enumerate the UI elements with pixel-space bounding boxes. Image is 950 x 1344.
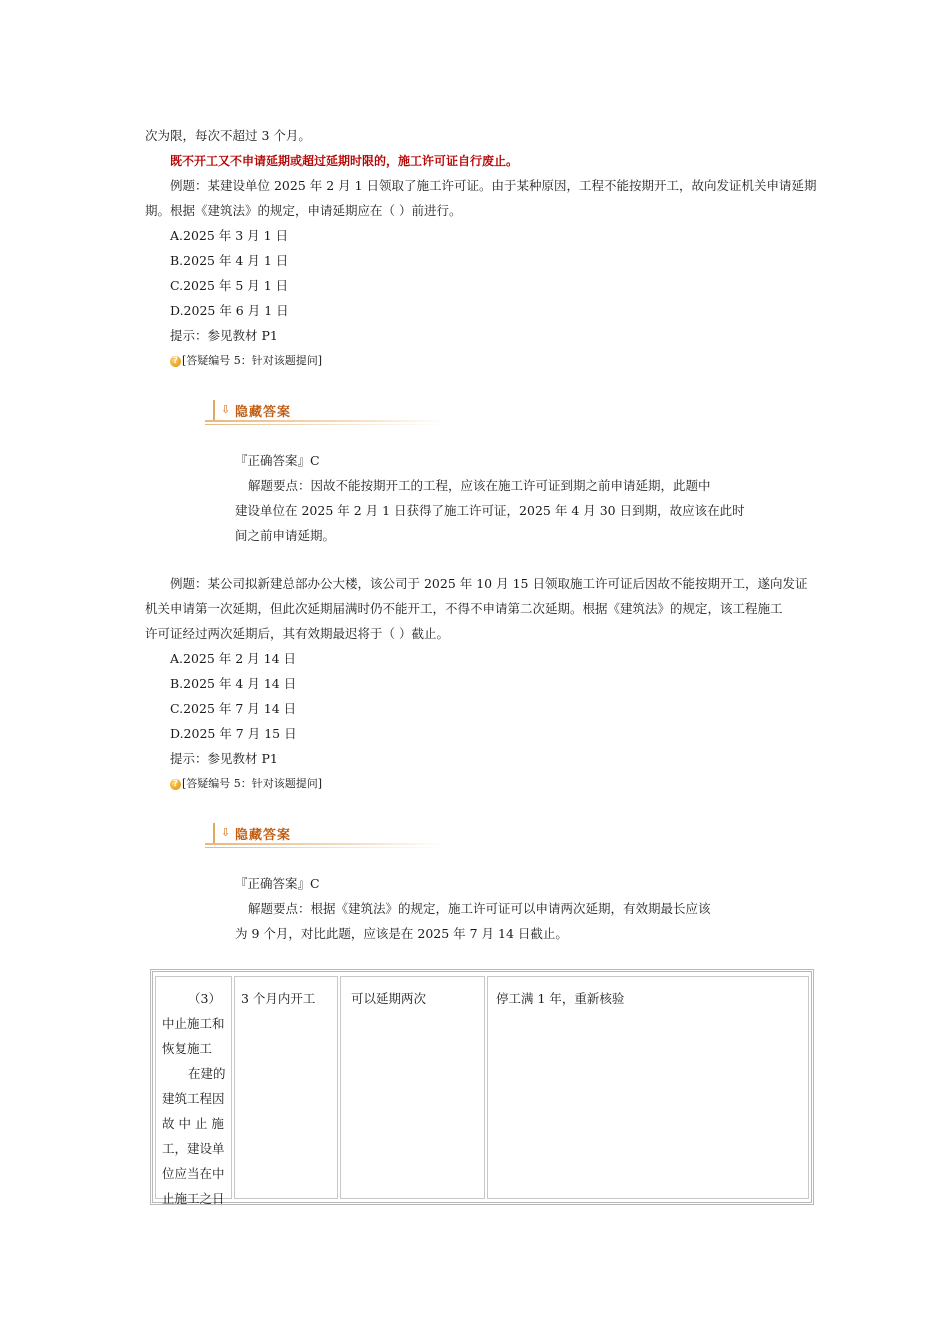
question-icon: ? xyxy=(170,356,181,367)
q2-qa-link-label: [答疑编号 5：针对该题提问] xyxy=(182,777,323,790)
q1-option-b: B.2025 年 4 月 1 日 xyxy=(170,253,289,268)
table-topic-line: 在建的 xyxy=(188,1066,226,1081)
q1-option-d: D.2025 年 6 月 1 日 xyxy=(170,303,289,318)
q2-answer: 『正确答案』C xyxy=(235,876,320,891)
hide-answer-label: 隐藏答案 xyxy=(235,828,292,843)
table-topic-line: 恢复施工 xyxy=(162,1041,213,1056)
q1-stem-line1: 例题：某建设单位 2025 年 2 月 1 日领取了施工许可证。由于某种原因，工程不能按期开工，故向发证机关申请延期 xyxy=(170,178,817,193)
q1-explain-line1: 解题要点：因故不能按期开工的工程，应该在施工许可证到期之前申请延期，此题中 xyxy=(248,478,711,493)
down-arrow-icon: ⇩ xyxy=(221,403,231,416)
table-extension-text: 可以延期两次 xyxy=(351,991,427,1006)
table-topic-line: 止施工之日 xyxy=(162,1191,225,1206)
q2-hint: 提示：参见教材 P1 xyxy=(170,751,278,766)
q2-option-d: D.2025 年 7 月 15 日 xyxy=(170,726,297,741)
q1-explain-line3: 间之前申请延期。 xyxy=(235,528,336,543)
table-review-text: 停工满 1 年，重新核验 xyxy=(496,991,625,1006)
q2-hide-answer-button[interactable] xyxy=(205,821,445,851)
table-cell-review xyxy=(487,976,809,1199)
q1-hide-answer-button[interactable] xyxy=(205,398,445,428)
table-topic-line: 中止施工和 xyxy=(162,1016,225,1031)
q2-explain-line1: 解题要点：根据《建筑法》的规定，施工许可证可以申请两次延期，有效期最长应该 xyxy=(248,901,711,916)
q1-explain-line2: 建设单位在 2025 年 2 月 1 日获得了施工许可证，2025 年 4 月 30 日到期，故应该在此时 xyxy=(235,503,745,518)
q1-answer: 『正确答案』C xyxy=(235,453,320,468)
q2-stem-line2: 机关申请第一次延期，但此次延期届满时仍不能开工，不得不申请第二次延期。根据《建筑法》的规定，该工程施工 xyxy=(145,601,783,616)
q1-option-c: C.2025 年 5 月 1 日 xyxy=(170,278,289,293)
hide-answer-label: 隐藏答案 xyxy=(235,405,292,420)
table-topic-line: 建筑工程因 xyxy=(162,1091,225,1106)
intro-text: 次为限，每次不超过 3 个月。 xyxy=(145,128,311,143)
table-cell-topic xyxy=(155,976,232,1206)
q1-option-a: A.2025 年 3 月 1 日 xyxy=(170,228,289,243)
q2-option-b: B.2025 年 4 月 14 日 xyxy=(170,676,297,691)
down-arrow-icon: ⇩ xyxy=(221,826,231,839)
q1-qa-link[interactable] xyxy=(170,353,322,369)
q2-stem-line1: 例题：某公司拟新建总部办公大楼，该公司于 2025 年 10 月 15 日领取施工许可证后因故不能按期开工，遂向发证 xyxy=(170,576,808,591)
table-cell-start xyxy=(234,976,338,1199)
table-topic-line: 工，建设单 xyxy=(162,1141,225,1156)
table-cell-extension xyxy=(340,976,485,1199)
q2-stem-line3: 许可证经过两次延期后，其有效期最迟将于（ ）截止。 xyxy=(145,626,449,641)
q2-option-a: A.2025 年 2 月 14 日 xyxy=(170,651,297,666)
table-topic-line: （3） xyxy=(188,991,221,1006)
table-topic-line: 位应当在中 xyxy=(162,1166,225,1181)
table-start-text: 3 个月内开工 xyxy=(241,991,316,1006)
table-topic-line: 故 中 止 施 xyxy=(162,1116,224,1131)
question-icon: ? xyxy=(170,779,181,790)
q1-hint: 提示：参见教材 P1 xyxy=(170,328,278,343)
q1-stem-line2: 期。根据《建筑法》的规定，申请延期应在（ ）前进行。 xyxy=(145,203,462,218)
q2-option-c: C.2025 年 7 月 14 日 xyxy=(170,701,297,716)
q2-explain-line2: 为 9 个月，对比此题，应该是在 2025 年 7 月 14 日截止。 xyxy=(235,926,568,941)
rule-statement: 既不开工又不申请延期或超过延期时限的，施工许可证自行废止。 xyxy=(170,154,519,168)
q1-qa-link-label: [答疑编号 5：针对该题提问] xyxy=(182,354,323,367)
rules-table xyxy=(150,969,814,1205)
q2-qa-link[interactable] xyxy=(170,776,322,792)
